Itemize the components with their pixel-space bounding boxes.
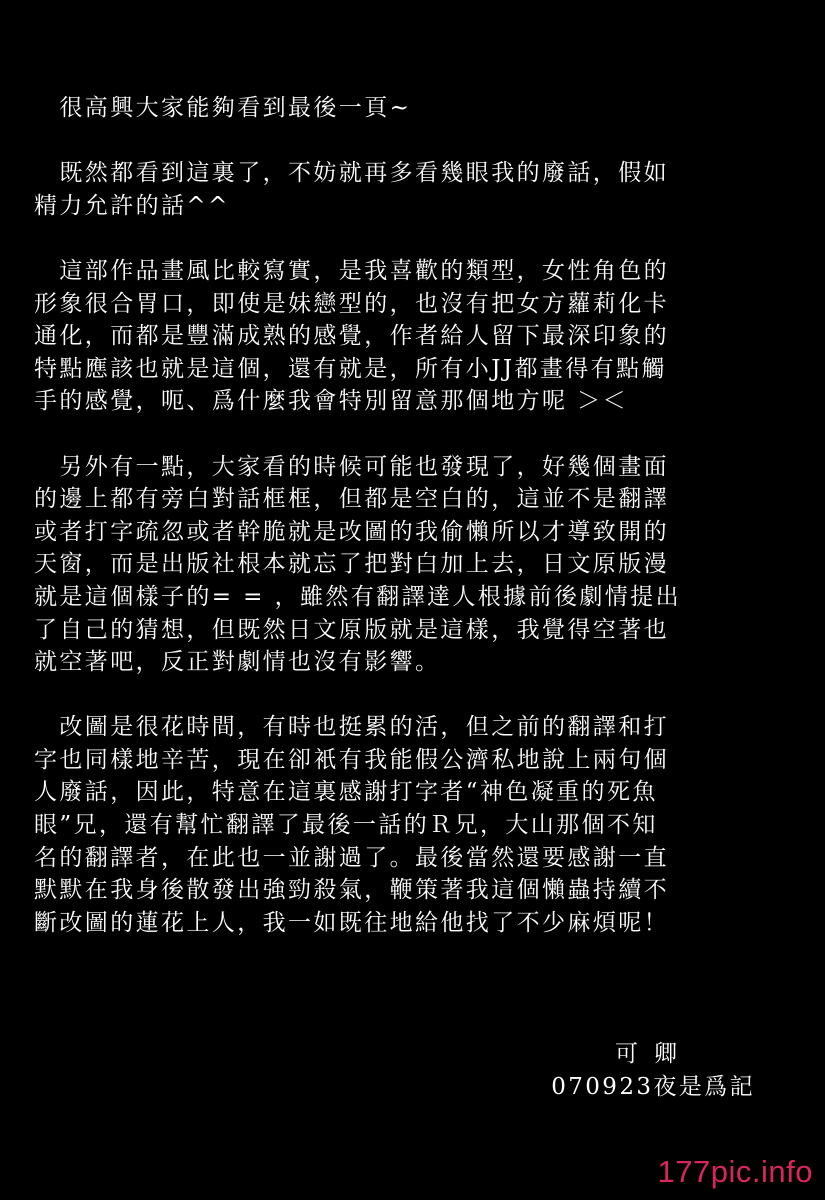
watermark[interactable]: 177pic.info: [657, 1154, 813, 1189]
text-line: 字也同樣地辛苦，現在卻衹有我能假公濟私地說上兩句個: [34, 746, 669, 773]
signature-date: 070923夜是爲記: [551, 1074, 755, 1100]
text-line: 名的翻譯者，在此也一並謝過了。最後當然還要感謝一直: [34, 844, 669, 871]
text-line: 了自己的猜想，但既然日文原版就是這樣，我覺得空著也: [34, 616, 669, 643]
text-line: 或者打字疏忽或者幹脆就是改圖的我偷懶所以才導致開的: [34, 518, 669, 545]
paragraph: [34, 255, 774, 418]
text-line: 就是這個樣子的= = ，雖然有翻譯達人根據前後劇情提出: [34, 583, 681, 610]
text-line: 的邊上都有旁白對話框框，但都是空白的，這並不是翻譯: [34, 486, 669, 513]
paragraph: [34, 157, 774, 222]
text-line: 很高興大家能夠看到最後一頁~: [34, 95, 412, 121]
text-line: 另外有一點，大家看的時候可能也發現了，好幾個畫面: [34, 453, 669, 480]
text-line: 精力允許的話^^: [34, 192, 230, 219]
text-line: 眼”兄，還有幫忙翻譯了最後一話的Ｒ兄，大山那個不知: [34, 812, 658, 839]
text-line: 既然都看到這裏了，不妨就再多看幾眼我的廢話，假如: [34, 160, 669, 187]
paragraph: [34, 451, 774, 679]
paragraph: [34, 92, 774, 125]
text-line: 人廢話，因此，特意在這裏感謝打字者“神色凝重的死魚: [34, 779, 658, 806]
text-line: 斷改圖的蓮花上人，我一如既往地給他找了不少麻煩呢！: [34, 909, 669, 936]
text-line: 通化，而都是豐滿成熟的感覺，作者給人留下最深印象的: [34, 323, 669, 350]
text-line: 特點應該也就是這個，還有就是，所有小JJ都畫得有點觸: [34, 355, 667, 382]
signature-block: [551, 1038, 755, 1104]
text-line: 默默在我身後散發出強勁殺氣，鞭策著我這個懶蟲持續不: [34, 877, 669, 904]
text-line: 這部作品畫風比較寫實，是我喜歡的類型，女性角色的: [34, 257, 669, 284]
text-line: 形象很合胃口，即使是妹戀型的，也沒有把女方蘿莉化卡: [34, 290, 669, 317]
afterword-text: [34, 92, 774, 972]
text-line: 就空著吧，反正對劇情也沒有影響。: [34, 649, 441, 676]
text-line: 天窗，而是出版社根本就忘了把對白加上去，日文原版漫: [34, 551, 669, 578]
paragraph: [34, 711, 774, 939]
text-line: 手的感覺，呃、爲什麼我會特別留意那個地方呢 ＞＜: [34, 388, 628, 415]
text-line: 改圖是很花時間，有時也挺累的活，但之前的翻譯和打: [34, 714, 669, 741]
signature-name: 可卿: [615, 1041, 693, 1067]
